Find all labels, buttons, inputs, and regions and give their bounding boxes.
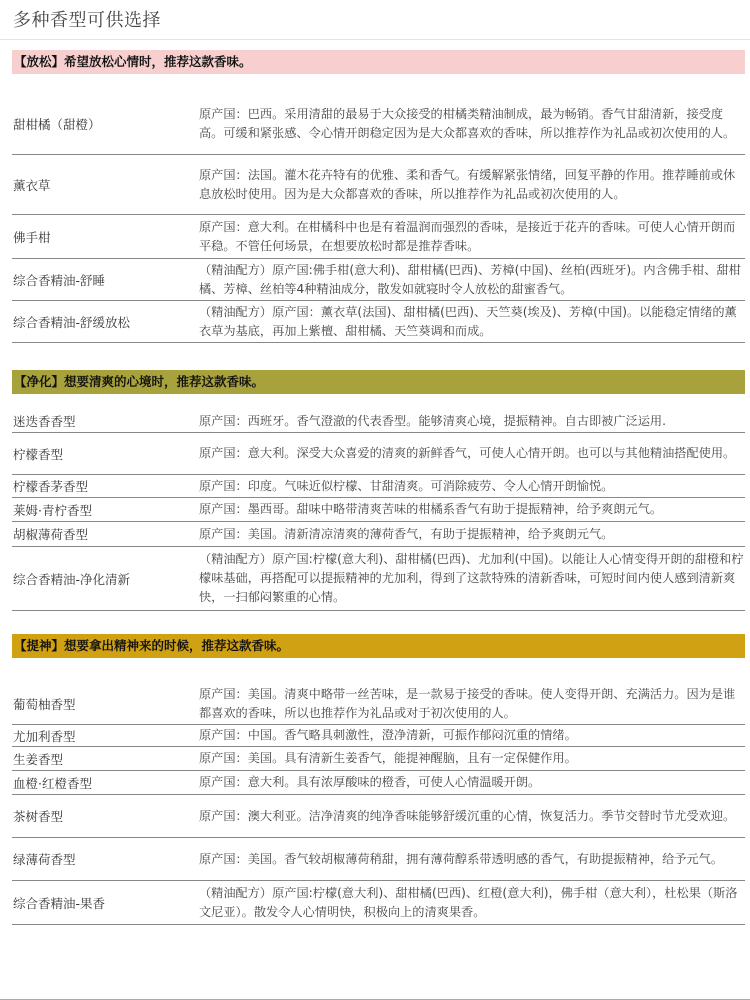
fragrance-name: 茶树香型: [13, 809, 64, 824]
table-row: [12, 747, 745, 771]
page-title: 多种香型可供选择: [13, 10, 161, 31]
fragrance-description: 原产国：墨西哥。甜味中略带清爽苦味的柑橘系香气有助于提振精神，给予爽朗元气。: [199, 502, 663, 516]
section-banner: 【净化】想要清爽的心境时，推荐这款香味。: [12, 370, 745, 394]
fragrance-table: [12, 410, 745, 611]
fragrance-name: 综合香精油-舒睡: [13, 272, 106, 288]
fragrance-description: （精油配方）原产国：薰衣草(法国)、甜柑橘(巴西)、天竺葵(埃及)、芳樟(中国)。以能稳定情绪的薰衣草为基底，再加上紫檀、甜柑橘、天竺葵调和而成。: [199, 304, 737, 338]
table-row: [12, 498, 745, 522]
fragrance-name: 综合香精油-净化清新: [13, 571, 131, 587]
fragrance-name: 胡椒薄荷香型: [13, 527, 89, 542]
fragrance-description: 原产国：意大利。具有浓厚酸味的橙香，可使人心情温暖开朗。: [199, 775, 541, 789]
table-row: [12, 433, 745, 475]
fragrance-description: （精油配方）原产国:柠檬(意大利)、甜柑橘(巴西)、红橙(意大利)，佛手柑（意大利），杜松果（斯洛文尼亚）。散发令人心情明快，积极向上的清爽果香。: [199, 885, 738, 919]
section-purify: [12, 370, 745, 611]
fragrance-table: [12, 683, 745, 925]
fragrance-description: 原产国：澳大利亚。洁净清爽的纯净香味能够舒缓沉重的心情，恢复活力。季节交替时节尤受欢迎。: [199, 808, 736, 823]
fragrance-description: 原产国：法国。灌木花卉特有的优雅、柔和香气。有缓解紧张情绪，回复平静的作用。推荐睡前或休息放松时使用。因为是大众都喜欢的香味，所以推荐作为礼品或初次使用的人。: [199, 167, 736, 201]
fragrance-name: 柠檬香型: [13, 446, 64, 462]
fragrance-description: 原产国：美国。清新清凉清爽的薄荷香气，有助于提振精神，给予爽朗元气。: [199, 526, 614, 541]
fragrance-name: 绿薄荷香型: [13, 852, 76, 867]
fragrance-description: 原产国：巴西。采用清甜的最易于大众接受的柑橘类精油制成，最为畅销。香气甘甜清新，接受度高。可缓和紧张感、令心情开朗稳定因为是大众都喜欢的香味，所以推荐作为礼品或初次使用的人。: [199, 106, 736, 140]
section-energize: [12, 634, 745, 925]
fragrance-description: 原产国：西班牙。香气澄澈的代表香型。能够清爽心境，提振精神。自古即被广泛运用.: [199, 413, 666, 428]
table-row: [12, 475, 745, 498]
fragrance-name: 血橙·红橙香型: [13, 775, 92, 791]
fragrance-name: 佛手柑: [13, 229, 51, 245]
fragrance-description: 原产国：印度。气味近似柠檬、甘甜清爽。可消除疲劳、令人心情开朗愉悦。: [199, 478, 614, 493]
fragrance-description: （精油配方）原产国:佛手柑(意大利)、甜柑橘(巴西)、芳樟(中国)、丝柏(西班牙)。内含佛手柑、甜柑橘、芳樟、丝柏等4种精油成分，散发如就寝时令人放松的甜蜜香气。: [199, 262, 741, 296]
table-row: [12, 522, 745, 547]
fragrance-description: 原产国：意大利。深受大众喜爱的清爽的新鲜香气，可使人心情开朗。也可以与其他精油搭配使用。: [199, 446, 736, 460]
fragrance-name: 葡萄柚香型: [13, 696, 76, 712]
table-row: [12, 795, 745, 838]
table-row: [12, 838, 745, 881]
fragrance-name: 甜柑橘（甜橙）: [13, 116, 101, 132]
fragrance-name: 生姜香型: [13, 751, 64, 767]
fragrance-name: 综合香精油-舒缓放松: [13, 314, 131, 330]
fragrance-name: 综合香精油-果香: [13, 895, 106, 911]
fragrance-table: [12, 93, 745, 343]
table-row: [12, 881, 745, 925]
title-divider: [0, 39, 750, 40]
table-row: [12, 155, 745, 215]
section-banner: 【放松】希望放松心情时，推荐这款香味。: [12, 50, 745, 74]
fragrance-description: 原产国：美国。清爽中略带一丝苦味，是一款易于接受的香味。使人变得开朗、充满活力。因为是谁都喜欢的香味，所以也推荐作为礼品或对于初次使用的人。: [199, 686, 736, 720]
table-row: [12, 410, 745, 433]
fragrance-name: 尤加利香型: [13, 728, 76, 744]
fragrance-name: 迷迭香香型: [13, 414, 76, 429]
table-row: [12, 215, 745, 259]
fragrance-name: 莱姆·青柠香型: [13, 502, 92, 518]
section-relax: [12, 50, 745, 343]
table-row: [12, 547, 745, 611]
table-row: [12, 725, 745, 747]
fragrance-description: 原产国：美国。具有清新生姜香气，能提神醒脑，且有一定保健作用。: [199, 751, 577, 765]
fragrance-description: （精油配方）原产国:柠檬(意大利)、甜柑橘(巴西)、尤加利(中国)。以能让人心情变得开朗的甜橙和柠檬味基础，再搭配可以提振精神的尤加利，得到了这款特殊的清新香味，可短时间内使人感到清新爽快，一扫郁闷繁重的心情。: [199, 552, 744, 604]
table-row: [12, 771, 745, 795]
table-row: [12, 301, 745, 343]
fragrance-description: 原产国：美国。香气较胡椒薄荷稍甜，拥有薄荷醇系带透明感的香气，有助提振精神，给予元气。: [199, 851, 724, 866]
fragrance-description: 原产国：意大利。在柑橘科中也是有着温润而强烈的香味，是接近于花卉的香味。可使人心情开朗而平稳。不管任何场景，在想要放松时都是推荐香味。: [199, 219, 736, 253]
fragrance-description: 原产国：中国。香气略具刺激性，澄净清新，可振作郁闷沉重的情绪。: [199, 728, 577, 742]
table-row: [12, 93, 745, 155]
section-banner: 【提神】想要拿出精神来的时候，推荐这款香味。: [12, 634, 745, 658]
table-row: [12, 259, 745, 301]
fragrance-name: 薰衣草: [13, 177, 51, 193]
table-row: [12, 683, 745, 725]
fragrance-name: 柠檬香茅香型: [13, 479, 89, 494]
